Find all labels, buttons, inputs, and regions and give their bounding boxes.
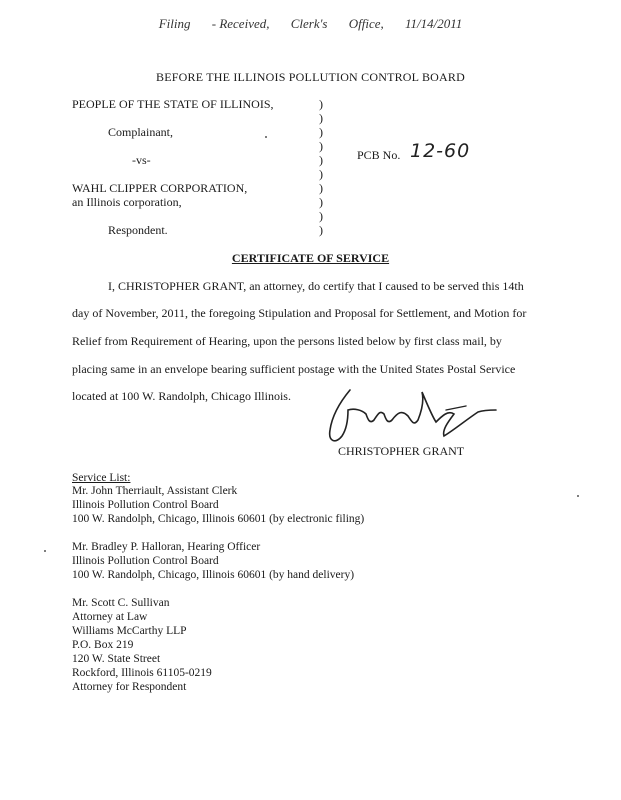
certificate-body-line: I, CHRISTOPHER GRANT, an attorney, do certify that I caused to be served this 14th — [108, 279, 524, 293]
signer-name: CHRISTOPHER GRANT — [338, 444, 465, 458]
scan-speck — [577, 495, 579, 497]
certificate-title: CERTIFICATE OF SERVICE — [231, 251, 390, 265]
caption-paren: ) — [319, 181, 323, 195]
service-entry-line: Attorney for Respondent — [72, 681, 187, 693]
service-list-heading: Service List: — [72, 472, 131, 484]
service-entry-line: Mr. John Therriault, Assistant Clerk — [72, 485, 238, 497]
pcb-label: PCB No. — [357, 148, 401, 162]
service-entry-line: 100 W. Randolph, Chicago, Illinois 60601 (by electronic filing) — [72, 513, 365, 525]
scan-speck — [44, 550, 46, 552]
certificate-body-line: Relief from Requirement of Hearing, upon the persons listed below by first class mail, by — [72, 334, 502, 348]
header-office: Office, — [348, 16, 384, 31]
header-clerks: Clerk's — [290, 16, 328, 31]
header-date: 11/14/2011 — [404, 16, 463, 31]
versus-label: -vs- — [132, 153, 151, 167]
scan-speck — [265, 136, 267, 138]
service-entry-line: Attorney at Law — [72, 611, 148, 623]
certificate-body-line: placing same in an envelope bearing sufficient postage with the United States Postal Service — [72, 362, 516, 376]
service-entry-line: Rockford, Illinois 61105-0219 — [72, 667, 212, 679]
service-entry-line: Mr. Scott C. Sullivan — [72, 597, 170, 609]
defendant-description: an Illinois corporation, — [72, 195, 182, 209]
respondent-label: Respondent. — [108, 223, 168, 237]
certificate-body-line: located at 100 W. Randolph, Chicago Illinois. — [72, 389, 291, 403]
plaintiff-name: PEOPLE OF THE STATE OF ILLINOIS, — [72, 97, 274, 111]
caption-paren: ) — [319, 139, 323, 153]
caption-paren: ) — [319, 167, 323, 181]
service-entry-line: P.O. Box 219 — [72, 639, 134, 651]
filing-stamp-header — [0, 16, 621, 32]
service-entry-line: 100 W. Randolph, Chicago, Illinois 60601 (by hand delivery) — [72, 569, 355, 581]
certificate-body-line: day of November, 2011, the foregoing Stipulation and Proposal for Settlement, and Motion for — [72, 306, 527, 320]
service-entry-line: 120 W. State Street — [72, 653, 161, 665]
service-entry-line: Mr. Bradley P. Halloran, Hearing Officer — [72, 541, 261, 553]
caption-paren: ) — [319, 223, 323, 237]
service-entry-line: Illinois Pollution Control Board — [72, 555, 219, 567]
caption-paren: ) — [319, 97, 323, 111]
caption-paren: ) — [319, 153, 323, 167]
board-title: BEFORE THE ILLINOIS POLLUTION CONTROL BOARD — [156, 70, 465, 84]
header-received: - Received, — [211, 16, 270, 31]
header-filing: Filing — [158, 16, 191, 31]
service-entry-line: Illinois Pollution Control Board — [72, 499, 219, 511]
caption-paren: ) — [319, 209, 323, 223]
complainant-label: Complainant, — [108, 125, 173, 139]
pcb-number-handwritten: 12-60 — [410, 140, 471, 162]
caption-paren: ) — [319, 125, 323, 139]
service-entry-line: Williams McCarthy LLP — [72, 625, 187, 637]
handwritten-signature — [318, 386, 503, 448]
defendant-name: WAHL CLIPPER CORPORATION, — [72, 181, 248, 195]
caption-paren: ) — [319, 195, 323, 209]
caption-paren: ) — [319, 111, 323, 125]
